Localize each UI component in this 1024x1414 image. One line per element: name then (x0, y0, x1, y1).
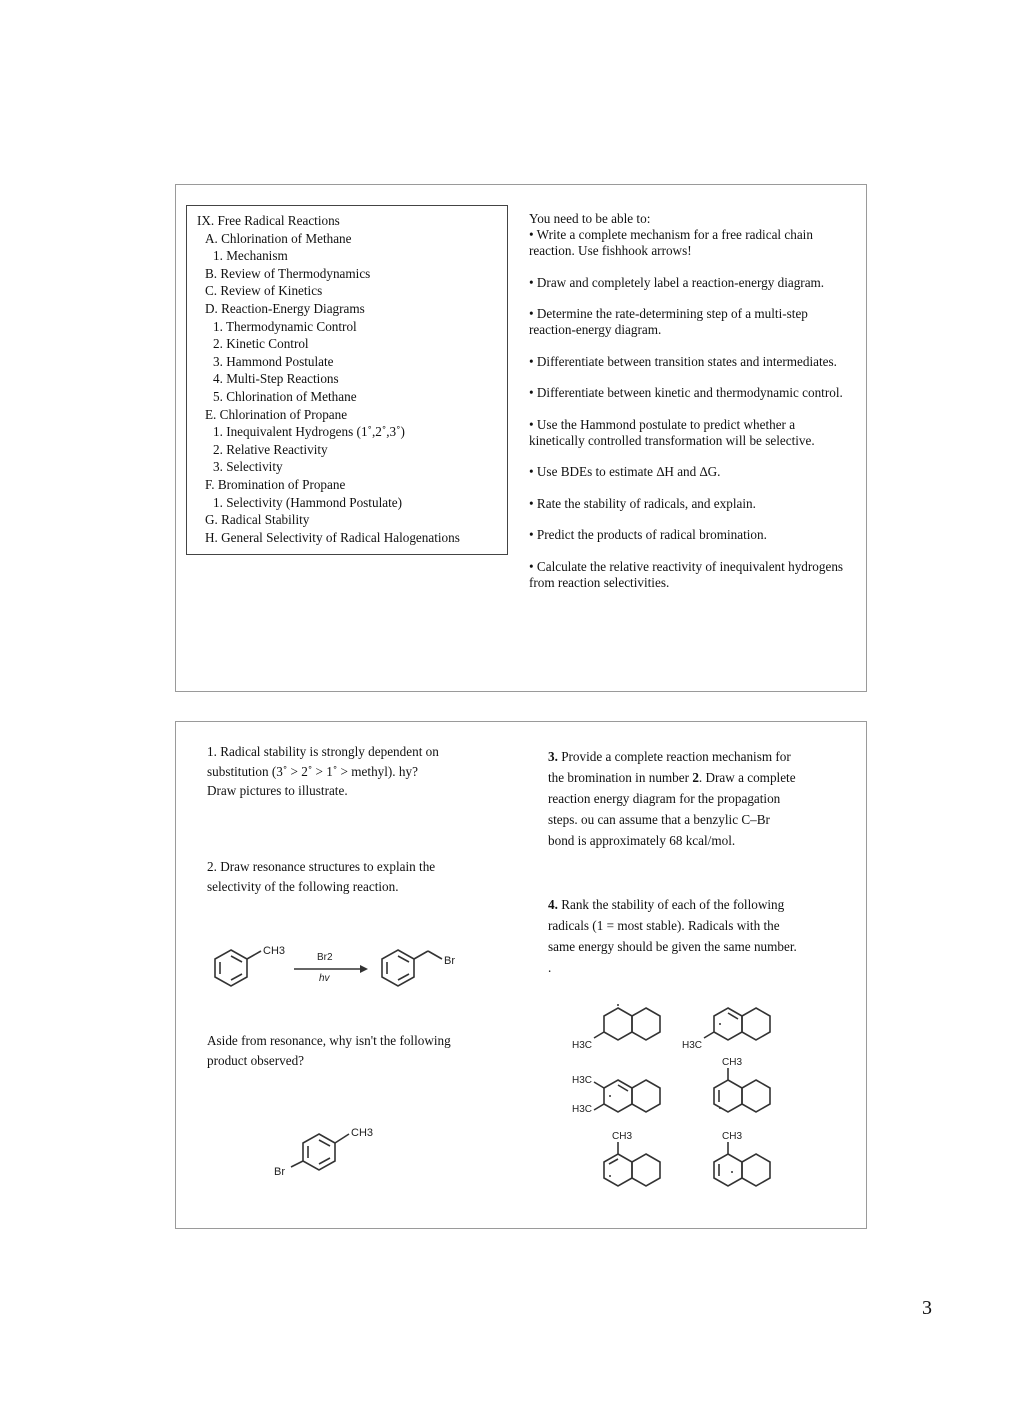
reaction-arrow (294, 952, 368, 984)
svg-text:H3C: H3C (572, 1104, 593, 1115)
question-text: 3. Provide a complete reaction mechanism for (548, 749, 791, 764)
outline-item: 3. Selectivity (213, 459, 283, 475)
outline-item: H. General Selectivity of Radical Halogenations (205, 529, 460, 545)
svg-text:CH3: CH3 (351, 1127, 374, 1139)
outline-item: 3. Hammond Postulate (213, 353, 334, 369)
radical-structures (574, 984, 784, 1204)
question-text: selectivity of the following reaction. (207, 878, 399, 894)
svg-text:H3C: H3C (682, 1040, 703, 1051)
question-text: reaction energy diagram for the propagation (548, 791, 781, 806)
toluene-structure (215, 945, 285, 986)
question-text: radicals (1 = most stable). Radicals with the (548, 918, 780, 933)
outline-item: B. Review of Thermodynamics (205, 265, 371, 281)
outline-item: 1. Inequivalent Hydrogens (1˚,2˚,3˚) (213, 424, 405, 440)
slide-questions (175, 721, 867, 1229)
objective-item: • Use the Hammond postulate to predict whether a kinetically controlled transformation will be selective. (529, 416, 815, 448)
radical-structure-5 (604, 1131, 660, 1186)
objective-item: • Differentiate between transition states and intermediates. (529, 353, 837, 369)
svg-text:Br: Br (444, 955, 455, 967)
question-text: substitution (3˚ > 2˚ > 1˚ > methyl). hy? (207, 763, 418, 779)
radical-structure-4 (714, 1057, 770, 1112)
question-text: 4. Rank the stability of each of the following (548, 897, 785, 912)
radical-structure-1 (572, 1004, 660, 1051)
svg-text:CH3: CH3 (263, 945, 286, 957)
objectives-list (529, 211, 854, 591)
svg-text:H3C: H3C (572, 1040, 593, 1051)
question-text: Aside from resonance, why isn't the following (207, 1033, 451, 1048)
outline-item: C. Review of Kinetics (205, 283, 323, 299)
objectives-heading: You need to be able to: (529, 211, 651, 226)
outline-item: 5. Chlorination of Methane (213, 388, 357, 404)
slide-outline (175, 184, 867, 692)
svg-text:CH3: CH3 (722, 1131, 743, 1142)
outline-item: E. Chlorination of Propane (205, 406, 348, 422)
aside-question (207, 1031, 487, 1070)
question-text: 2. Draw resonance structures to explain the (207, 859, 436, 874)
objective-item: • Draw and completely label a reaction-energy diagram. (529, 274, 825, 290)
objective-item: • Determine the rate-determining step of a multi-step reaction-energy diagram. (529, 306, 808, 337)
radical-structure-3 (572, 1075, 660, 1115)
question-1 (207, 742, 487, 801)
p-bromotoluene-structure (271, 1120, 391, 1190)
objective-item: • Rate the stability of radicals, and explain. (529, 495, 756, 511)
page-number: 3 (922, 1297, 932, 1319)
question-text: same energy should be given the same number. (548, 939, 797, 954)
objective-item: • Predict the products of radical bromination. (529, 527, 767, 542)
objective-item: • Use BDEs to estimate ∆H and ∆G. (529, 464, 721, 479)
objective-item: • Calculate the relative reactivity of inequivalent hydrogens from reaction selectivities. (529, 558, 844, 590)
question-text: Draw pictures to illustrate. (207, 783, 348, 798)
outline-item: 2. Relative Reactivity (213, 441, 328, 457)
outline-item: G. Radical Stability (205, 512, 310, 528)
question-text: product observed? (207, 1052, 305, 1068)
question-text: steps. ou can assume that a benzylic C–Br (548, 812, 770, 827)
svg-text:H3C: H3C (572, 1075, 593, 1086)
reaction-scheme (206, 940, 476, 1000)
question-3 (548, 746, 838, 851)
svg-text:Br2: Br2 (317, 952, 333, 963)
objective-item: • Write a complete mechanism for a free radical chain reaction. Use fishhook arrows! (529, 227, 813, 258)
benzyl-bromide-structure (382, 950, 455, 986)
outline-box (186, 205, 508, 555)
outline-item: 4. Multi-Step Reactions (213, 371, 339, 387)
outline-item: A. Chlorination of Methane (205, 230, 352, 246)
outline-item: D. Reaction-Energy Diagrams (205, 300, 365, 316)
svg-text:Br: Br (274, 1166, 285, 1178)
radical-structure-2 (682, 1008, 770, 1051)
svg-text:hv: hv (319, 973, 330, 984)
question-4 (548, 894, 838, 978)
radical-structure-6 (714, 1131, 770, 1186)
svg-text:CH3: CH3 (612, 1131, 633, 1142)
question-text: 1. Radical stability is strongly dependent on (207, 744, 439, 759)
outline-item: F. Bromination of Propane (205, 476, 346, 492)
outline-item: 2. Kinetic Control (213, 336, 309, 352)
question-text: bond is approximately 68 kcal/mol. (548, 833, 736, 848)
question-2 (207, 857, 487, 896)
objective-item: • Differentiate between kinetic and thermodynamic control. (529, 385, 843, 400)
question-text: the bromination in number 2. Draw a complete (548, 770, 796, 785)
outline-item: 1. Mechanism (213, 248, 288, 264)
question-text: . (548, 960, 552, 975)
svg-text:CH3: CH3 (722, 1057, 743, 1068)
outline-item: 1. Thermodynamic Control (213, 318, 357, 334)
outline-item: 1. Selectivity (Hammond Postulate) (213, 494, 402, 510)
outline-item: IX. Free Radical Reactions (197, 213, 340, 228)
